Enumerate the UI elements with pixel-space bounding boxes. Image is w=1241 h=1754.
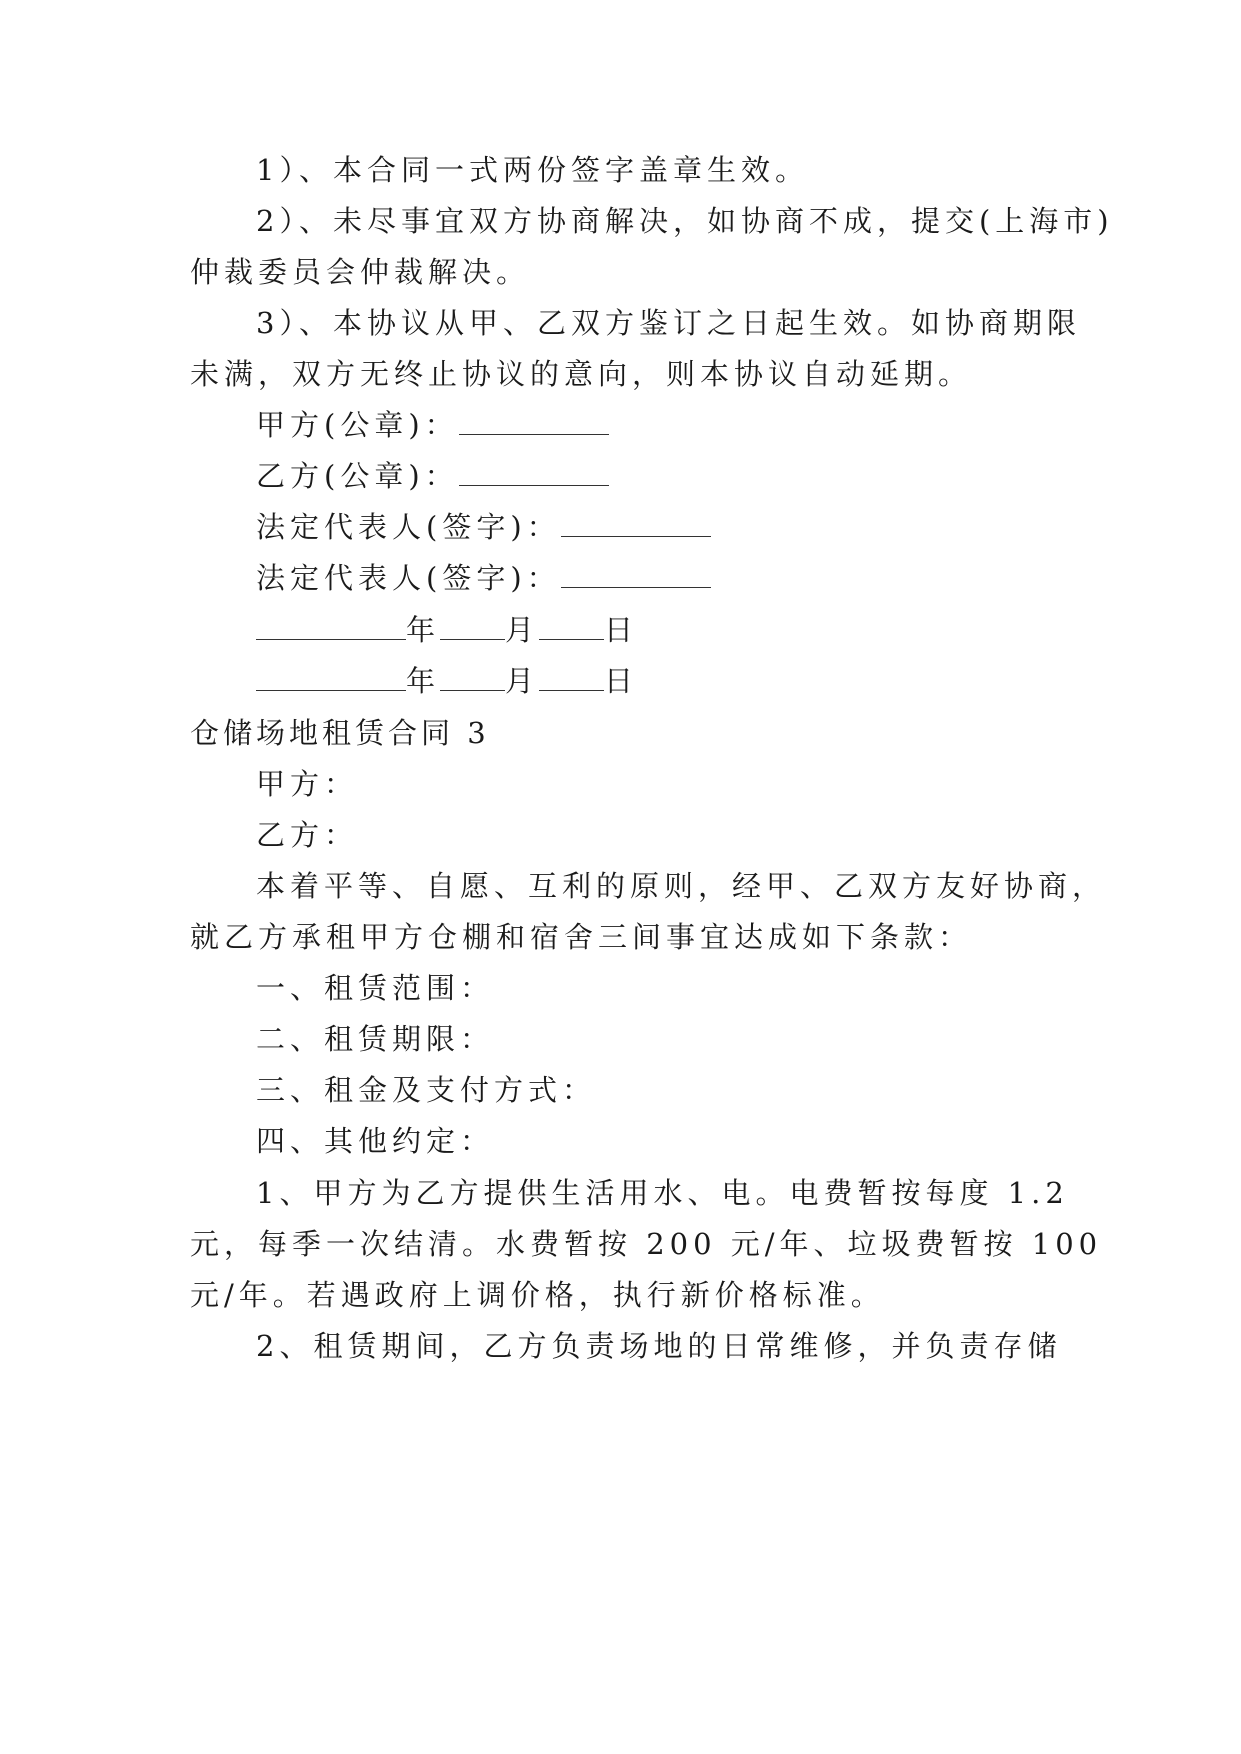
signature-blank <box>561 561 711 588</box>
year-label: 年 <box>406 613 441 647</box>
term-line: 1、甲方为乙方提供生活用水、电。电费暂按每度 1.2 <box>256 1176 1069 1210</box>
month-blank <box>440 664 505 691</box>
year-blank <box>256 664 406 691</box>
intro-line: 本着平等、自愿、互利的原则，经甲、乙双方友好协商， <box>256 869 1107 903</box>
party-b-seal-label: 乙方(公章)： <box>256 459 459 493</box>
legal-rep-a-line <box>256 507 711 547</box>
paragraph-line: 仲裁委员会仲裁解决。 <box>190 255 531 289</box>
clause-heading: 二、租赁期限： <box>256 1022 495 1056</box>
date-line <box>256 610 638 650</box>
paragraph-line: 1）、本合同一式两份签字盖章生效。 <box>256 153 809 187</box>
clause-heading: 四、其他约定： <box>256 1124 495 1158</box>
signature-blank <box>459 408 609 435</box>
party-a-seal-line <box>256 405 609 445</box>
paragraph-line: 3）、本协议从甲、乙双方鉴订之日起生效。如协商期限 <box>256 306 1081 340</box>
section-title: 仓储场地租赁合同 3 <box>190 716 490 750</box>
term-line: 元，每季一次结清。水费暂按 200 元/年、垃圾费暂按 100 <box>190 1227 1103 1261</box>
day-blank <box>539 613 604 640</box>
paragraph-line: 2）、未尽事宜双方协商解决，如协商不成，提交(上海市) <box>256 204 1114 238</box>
year-blank <box>256 613 406 640</box>
legal-rep-b-line <box>256 558 711 598</box>
party-a-seal-label: 甲方(公章)： <box>256 408 459 442</box>
clause-heading: 三、租金及支付方式： <box>256 1073 597 1107</box>
signature-blank <box>561 510 711 537</box>
party-a-label: 甲方： <box>256 767 359 801</box>
year-label: 年 <box>406 664 441 698</box>
date-line <box>256 661 638 701</box>
month-label: 月 <box>505 664 540 698</box>
day-blank <box>539 664 604 691</box>
signature-blank <box>459 459 609 486</box>
party-b-label: 乙方： <box>256 818 359 852</box>
legal-rep-label: 法定代表人(签字)： <box>256 510 561 544</box>
month-blank <box>440 613 505 640</box>
term-line: 元/年。若遇政府上调价格，执行新价格标准。 <box>190 1278 885 1312</box>
month-label: 月 <box>505 613 540 647</box>
legal-rep-label: 法定代表人(签字)： <box>256 561 561 595</box>
intro-line: 就乙方承租甲方仓棚和宿舍三间事宜达成如下条款： <box>190 920 973 954</box>
term-line: 2、租赁期间，乙方负责场地的日常维修，并负责存储 <box>256 1329 1062 1363</box>
paragraph-line: 未满，双方无终止协议的意向，则本协议自动延期。 <box>190 357 973 391</box>
party-b-seal-line <box>256 456 609 496</box>
clause-heading: 一、租赁范围： <box>256 971 495 1005</box>
day-label: 日 <box>604 613 639 647</box>
day-label: 日 <box>604 664 639 698</box>
